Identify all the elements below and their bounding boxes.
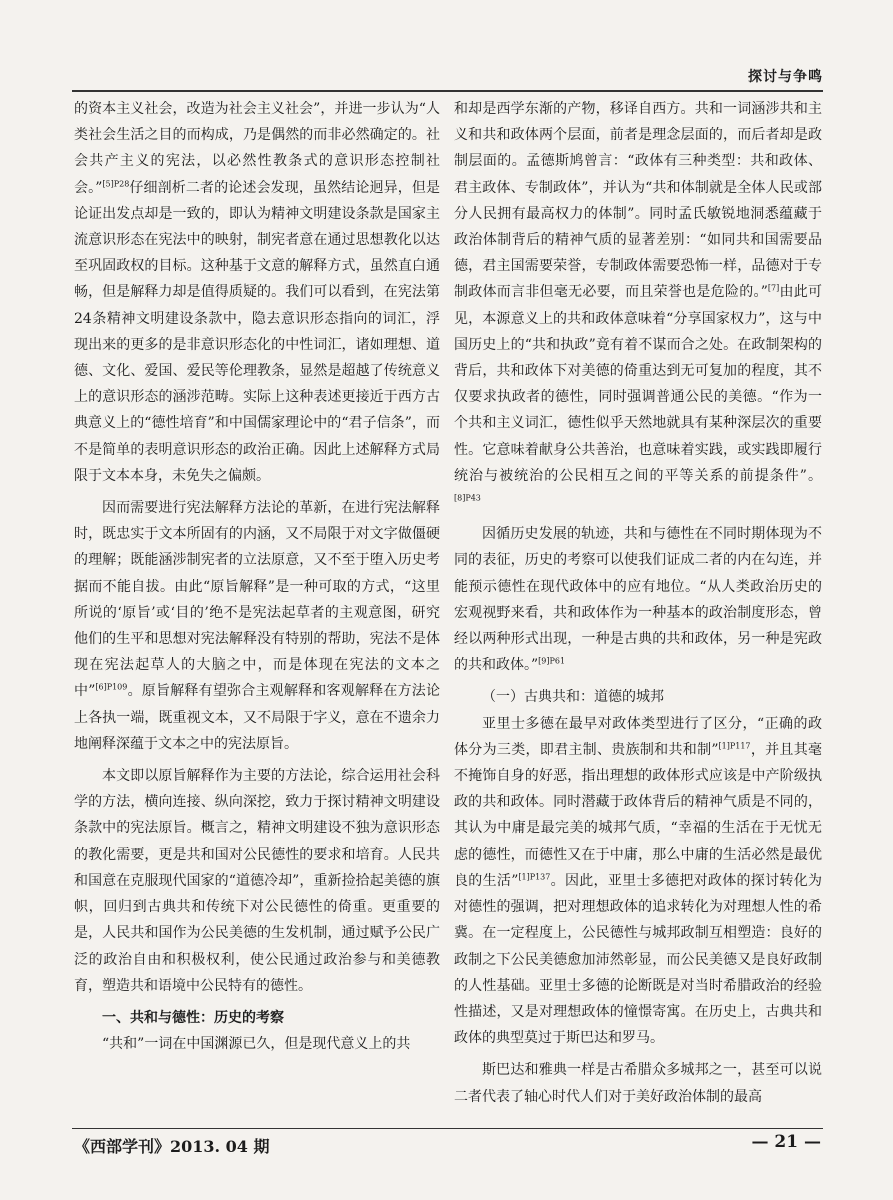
citation: [7] xyxy=(767,283,780,293)
paragraph: “共和”一词在中国渊源已久，但是现代意义上的共 xyxy=(102,1036,411,1053)
paragraph: 的资本主义社会，改造为社会主义社会”，并进一步认为“人类社会生活之目的而构成，乃是偶然的而非必然确定的。社会共产主义的宪法，以必然性教条式的意识形态控制社会。”$^{[5]P28}$仔细剖析二者的论述会发现，虽然结论迥异，但是论证出发点却是一致的，即认为精神文明建设条款是国家主流意识形态在宪法中的映射，制宪者意在通过思想教化以达至巩固政权的目标。这种基于文意的解释方式，虽然直白通畅，但是解释力却是值得质疑的。我们可以看到，在宪法第24条精神文明建设条款中，隐去意识形态指向的词汇，浮现出来的更多的是非意识形态化的中性词汇，诸如理想、道德、文化、爱国、爱民等伦理教条，显然是超越了传统意义上的意识形态的涵涉范畴。实际上这种表述更接近于西方古典意义上的“德性培育”和中国儒家理论中的“君子信条”，而不是简单的表明意识形态的政治正确。因此上述解释方式局限于文本本身，未免失之偏颇。 xyxy=(74,101,440,484)
header-rule xyxy=(72,90,823,92)
paragraph: 因循历史发展的轨迹，共和与德性在不同时期体现为不同的表征，历史的考察可以使我们证成二者的内在勾连，并能预示德性在现代政体中的应有地位。“从人类政治历史的宏观视野来看，共和政体作为一种基本的政治制度形态，曾经以两种形式出现，一种是古典的共和政体，另一种是宪政的共和政体。”$^{[9]P61}$ xyxy=(454,526,822,674)
paragraph: 斯巴达和雅典一样是古希腊众多城邦之一，甚至可以说二者代表了轴心时代人们对于美好政治体制的最高 xyxy=(454,1062,822,1105)
citation: [6]P109 xyxy=(95,682,128,692)
left-column xyxy=(74,96,440,1057)
citation: [1]P137 xyxy=(518,872,551,882)
paragraph: 和却是西学东渐的产物，移译自西方。共和一词涵涉共和主义和共和政体两个层面，前者是理念层面的，而后者却是政制层面的。孟德斯鸠曾言：“政体有三种类型：共和政体、君主政体、专制政体”，并认为“共和体制就是全体人民或部分人民拥有最高权力的体制”。同时孟氏敏锐地洞悉蕴藏于政治体制背后的精神气质的显著差别：“如同共和国需要品德，君主国需要荣誉，专制政体需要恐怖一样，品德对于专制政体而言非但毫无必要，而且荣誉也是危险的。”[7]由此可见，本源意义上的共和政体意味着“分享国家权力”，这与中国历史上的“共和执政”竟有着不谋而合之处。在政制架构的背后，共和政体下对美德的倚重达到无可复加的程度，其不仅要求执政者的德性，同时强调普通公民的美德。“作为一个共和主义词汇，德性似乎天然地就具有某种深层次的重要性。它意味着献身公共善治，也意味着实践，或实践即履行统治与被统治的公民相互之间的平等关系的前提条件”。$^{[8]P43}$ xyxy=(454,101,823,503)
section-tag: 探讨与争鸣 xyxy=(748,69,823,85)
subsection-heading: （一）古典共和：道德的城邦 xyxy=(482,689,664,706)
citation: [8]P43 xyxy=(454,493,481,503)
footer-rule xyxy=(72,1128,823,1129)
paragraph: 因而需要进行宪法解释方法论的革新，在进行宪法解释时，既忠实于文本所固有的内涵，又不局限于对文字做僵硬的理解；既能涵涉制宪者的立法原意，又不至于堕入历史考据而不能自拔。由此“原旨解释”是一种可取的方式，“这里所说的‘原旨’或‘目的’绝不是宪法起草者的主观意图，研究他们的生平和思想对宪法解释没有特别的帮助，宪法不是体现在宪法起草人的大脑之中，而是体现在宪法的文本之中”$^{[6]P109}$。原旨解释有望弥合主观解释和客观解释在方法论上各执一端，既重视文本，又不局限于字义，意在不遗余力地阐释深蕴于文本之中的宪法原旨。 xyxy=(74,500,440,752)
page-number: — 21 — xyxy=(751,1132,821,1152)
citation: [1]P117 xyxy=(718,741,751,751)
citation: [9]P61 xyxy=(538,656,566,666)
right-column xyxy=(454,96,822,1110)
section-heading: 一、共和与德性：历史的考察 xyxy=(102,1009,284,1026)
journal-name: 《西部学刊》2013. 04 期 xyxy=(74,1137,270,1156)
paragraph: 本文即以原旨解释作为主要的方法论，综合运用社会科学的方法，横向连接、纵向深挖，致力于探讨精神文明建设条款中的宪法原旨。概言之，精神文明建设不独为意识形态的教化需要，更是共和国对公民德性的要求和培育。人民共和国意在克服现代国家的“道德冷却”，重新捡拾起美德的旗帜，回归到古典共和传统下对公民德性的倚重。更重要的是，人民共和国作为公民美德的生发机制，通过赋予公民广泛的政治自由和积极权利，使公民通过政治参与和美德教育，塑造共和语境中公民特有的德性。 xyxy=(74,768,440,994)
citation: [5]P28 xyxy=(102,178,130,188)
paragraph: 亚里士多德在最早对政体类型进行了区分，“正确的政体分为三类，即君主制、贵族制和共和制”$^{[1]P117}$，并且其毫不掩饰自身的好恶，指出理想的政体形式应该是中产阶级执政的共和政体。同时潜藏于政体背后的精神气质是不同的，其认为中庸是最完美的城邦气质，“幸福的生活在于无忧无虑的德性，而德性又在于中庸，那么中庸的生活必然是最优良的生活”$^{[1]P137}$。因此，亚里士多德把对政体的探讨转化为对德性的强调，把对理想政体的追求转化为对理想人性的希冀。在一定程度上，公民德性与城邦政制互相塑造：良好的政制之下公民美德愈加沛然彰显，而公民美德又是良好政制的人性基础。亚里士多德的论断既是对当时希腊政治的经验性描述，又是对理想政体的憧憬寄寓。在历史上，古典共和政体的典型莫过于斯巴达和罗马。 xyxy=(454,715,823,1047)
